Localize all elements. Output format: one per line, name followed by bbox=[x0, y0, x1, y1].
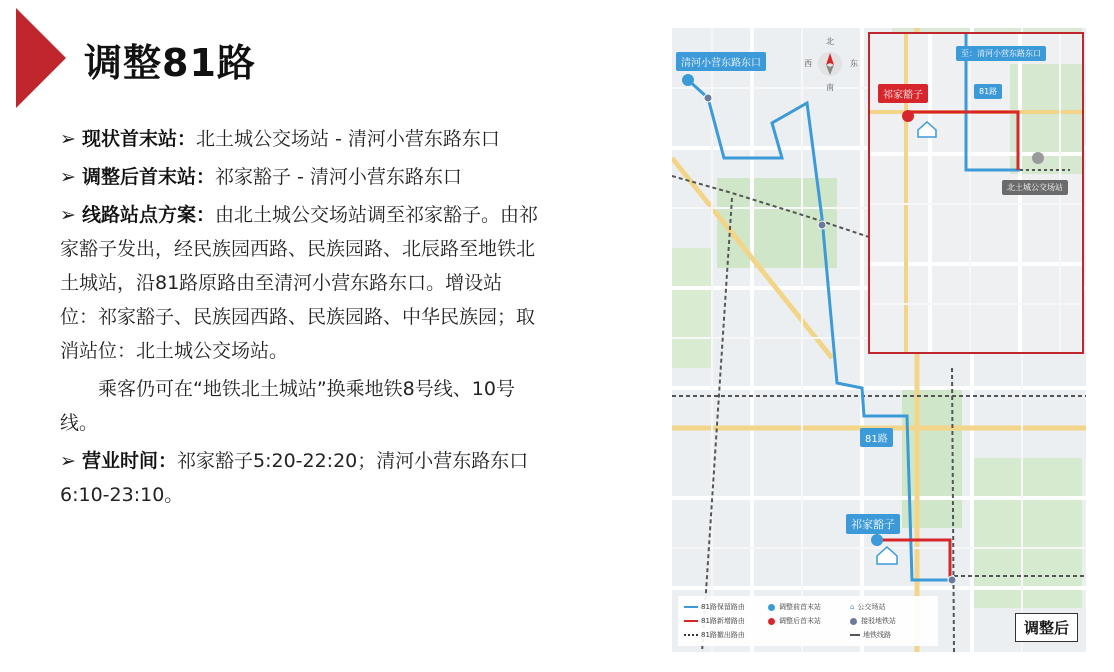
legend-metro-station: 接驳地铁站 bbox=[850, 616, 896, 626]
inset-map bbox=[868, 32, 1084, 354]
item-label: 调整后首末站： bbox=[81, 166, 215, 188]
map-label-north-terminal: 清河小营东路东口 bbox=[676, 52, 766, 71]
inset-label-top: 至：清河小营东路东口 bbox=[956, 46, 1046, 61]
item-adjusted-terminals: ➢ 调整后首末站：祁家豁子 - 清河小营东路东口 bbox=[60, 166, 462, 188]
bus-yard-icon: ⌂ bbox=[850, 603, 855, 611]
item-label: 线路站点方案： bbox=[81, 204, 215, 226]
inset-label-beitucheng: 北土城公交场站 bbox=[1002, 180, 1068, 195]
compass-icon bbox=[812, 46, 848, 82]
legend-bus-yard: ⌂ 公交场站 bbox=[850, 603, 886, 611]
inset-label-route: 81路 bbox=[974, 84, 1002, 99]
route-map bbox=[672, 28, 1086, 652]
item-label: 营业时间： bbox=[81, 450, 177, 472]
page-title: 调整81路 bbox=[84, 41, 256, 85]
compass-east: 东 bbox=[850, 59, 858, 68]
map-legend bbox=[678, 596, 938, 646]
compass-north: 北 bbox=[826, 37, 834, 46]
title-ribbon-decoration bbox=[16, 8, 66, 108]
item-text: 由北土城公交场站调至祁家豁子。由祁家豁子发出，经民族园西路、民族园路、北辰路至地铁北土城站，沿81路原路由至清河小营东路东口。增设站位：祁家豁子、民族园西路、民族园路、中华民族园；取消站位：北土城公交场站。 bbox=[60, 204, 538, 362]
legend-metro-line: 地铁线路 bbox=[850, 630, 891, 640]
legend-removed-route: 81路撤出路由 bbox=[684, 630, 745, 640]
legend-after-terminal: 调整后首末站 bbox=[768, 616, 821, 626]
map-label-route: 81路 bbox=[860, 428, 893, 447]
legend-new-route: 81路新增路由 bbox=[684, 616, 745, 626]
item-label: 现状首末站： bbox=[81, 128, 196, 150]
compass-west: 西 bbox=[804, 59, 812, 68]
transfer-note: 乘客仍可在“地铁北土城站”换乘地铁8号线、10号线。 bbox=[60, 378, 515, 434]
legend-keep-route: 81路保留路由 bbox=[684, 602, 745, 612]
compass-south: 南 bbox=[826, 83, 834, 92]
inset-label-qijia: 祁家豁子 bbox=[878, 84, 928, 103]
text-content bbox=[60, 122, 540, 512]
item-station-plan: ➢ 线路站点方案：由北土城公交场站调至祁家豁子。由祁家豁子发出，经民族园西路、民族园路、北辰路至地铁北土城站，沿81路原路由至清河小营东路东口。增设站位：祁家豁子、民族园西路、民族园路、中华民族园；取消站位：北土城公交场站。 bbox=[60, 204, 538, 362]
legend-before-terminal: 调整前首末站 bbox=[768, 602, 821, 612]
item-text: 北土城公交场站 - 清河小营东路东口 bbox=[195, 128, 500, 150]
item-text: 祁家豁子5:20-22:20；清河小营东路东口6:10-23:10。 bbox=[60, 450, 529, 506]
item-text: 祁家豁子 - 清河小营东路东口 bbox=[214, 166, 462, 188]
after-adjustment-label: 调整后 bbox=[1015, 613, 1078, 642]
item-current-terminals: ➢ 现状首末站：北土城公交场站 - 清河小营东路东口 bbox=[60, 128, 500, 150]
item-operating-hours: ➢ 营业时间：祁家豁子5:20-22:20；清河小营东路东口6:10-23:10。 bbox=[60, 450, 529, 506]
map-label-qijia: 祁家豁子 bbox=[846, 514, 900, 534]
